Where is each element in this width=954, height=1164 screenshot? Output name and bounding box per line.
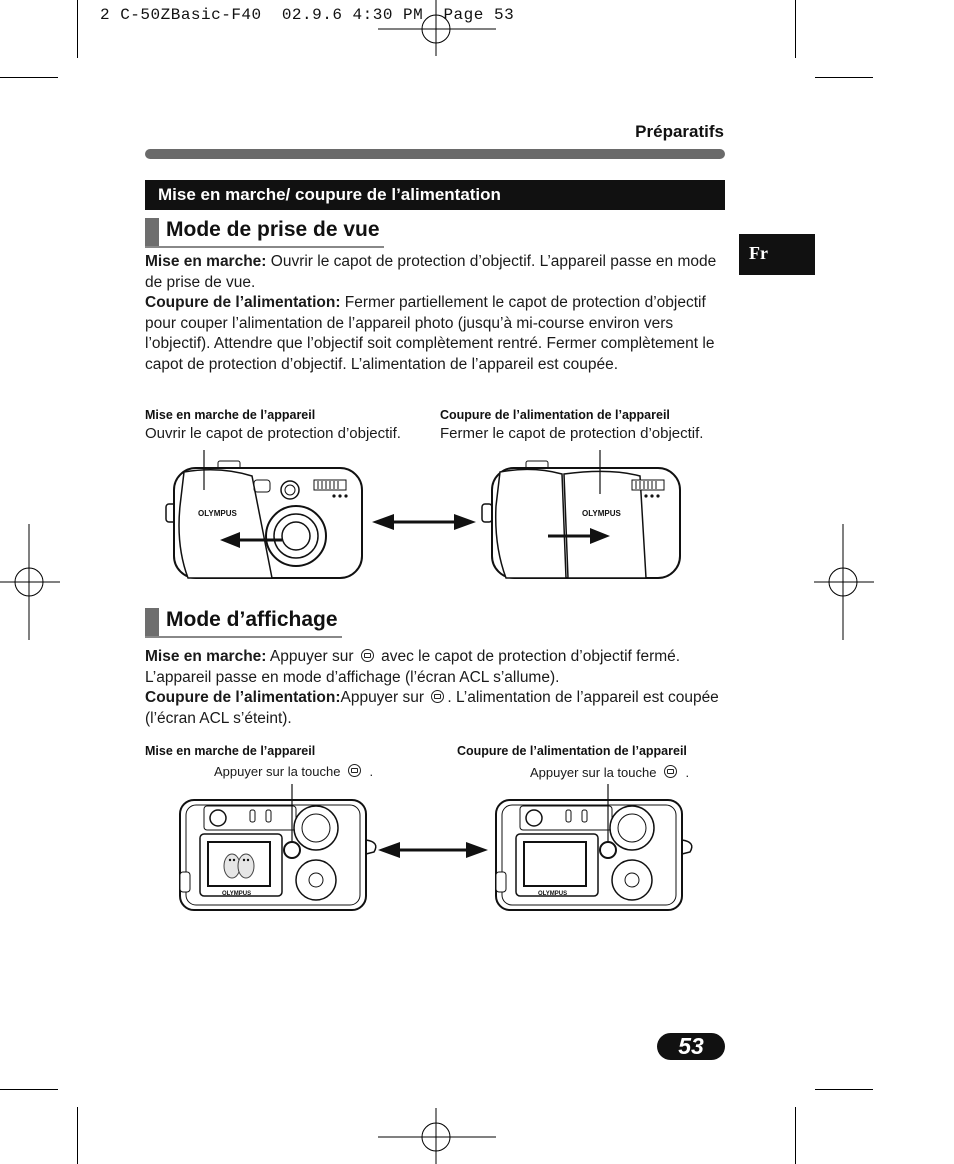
caption-period: .	[685, 765, 690, 780]
caption-text: Appuyer sur la touche	[214, 764, 341, 779]
section-band: Mise en marche/ coupure de l’alimentation	[145, 180, 725, 210]
display-mode-heading	[145, 608, 342, 638]
crop-mark	[795, 0, 796, 58]
language-tab: Fr	[739, 234, 815, 275]
camera-brand-logo: OLYMPUS	[198, 509, 237, 518]
fig-title-power-off: Coupure de l’alimentation de l’appareil	[440, 408, 670, 422]
print-header: 2 C-50ZBasic-F40 02.9.6 4:30 PM Page 53	[100, 6, 515, 24]
caption-text: Appuyer sur la touche	[530, 765, 657, 780]
display-paragraph	[145, 647, 730, 729]
fig-title-power-off: Coupure de l’alimentation de l’appareil	[457, 744, 687, 758]
crop-mark	[77, 1107, 78, 1164]
caption-period: .	[369, 764, 374, 779]
off-text-b: . L’alimentation de l’appareil est coupée (l’écran ACL s’éteint).	[145, 689, 719, 727]
camera-back-illustration	[170, 780, 710, 912]
on-text: Ouvrir le capot de protection d’objectif. L’appareil passe en mode de prise de vue.	[145, 253, 717, 291]
camera-brand-logo: OLYMPUS	[222, 891, 252, 897]
monitor-button-icon	[348, 764, 361, 777]
camera-brand-logo: OLYMPUS	[582, 509, 621, 518]
camera-brand-logo: OLYMPUS	[538, 891, 568, 897]
heading-marker	[145, 218, 159, 246]
shooting-mode-heading	[145, 218, 384, 248]
crop-mark	[795, 1107, 796, 1164]
heading-text: Mode de prise de vue	[166, 218, 380, 241]
crop-mark	[815, 1089, 873, 1090]
registration-target-right	[814, 524, 874, 640]
off-text: Fermer partiellement le capot de protection d’objectif pour couper l’alimentation de l’appareil photo (jusqu’à mi-course environ vers l’objectif). Attendre que l’objectif soit complètement rentré. Fermer complètement le capot de protection d’objectif. L’alimentation de l’appareil est coupée.	[145, 294, 715, 373]
section-label: Préparatifs	[635, 122, 724, 141]
crop-mark	[0, 77, 58, 78]
monitor-button-icon	[431, 690, 444, 703]
registration-target-bottom	[378, 1108, 496, 1164]
fig-title-power-on: Mise en marche de l’appareil	[145, 744, 316, 758]
heading-marker	[145, 608, 159, 636]
fig-caption-press-button	[214, 764, 373, 779]
on-label: Mise en marche:	[145, 253, 267, 270]
heading-text: Mode d’affichage	[166, 608, 338, 631]
fig-caption-open-cover: Ouvrir le capot de protection d’objectif.	[145, 425, 401, 442]
page-number: 53	[657, 1033, 725, 1060]
on-text-a: Appuyer sur	[266, 648, 358, 665]
on-label: Mise en marche:	[145, 648, 267, 665]
monitor-button-icon	[664, 765, 677, 778]
fig-caption-close-cover: Fermer le capot de protection d’objectif.	[440, 425, 704, 442]
registration-target-left	[0, 524, 60, 640]
header-rule	[145, 149, 725, 159]
shooting-paragraph	[145, 252, 730, 375]
puppy-photo	[238, 854, 254, 878]
crop-mark	[815, 77, 873, 78]
crop-mark	[77, 0, 78, 58]
camera-front-illustration	[160, 446, 720, 584]
off-label: Coupure de l’alimentation:	[145, 294, 341, 311]
fig-caption-press-button	[530, 765, 689, 780]
off-text-a: Appuyer sur	[340, 689, 429, 706]
fig-title-power-on: Mise en marche de l’appareil	[145, 408, 316, 422]
on-text-b: avec le capot de protection d’objectif fermé. L’appareil passe en mode d’affichage (l’écran ACL s’allume).	[145, 648, 681, 686]
monitor-button-icon	[361, 649, 374, 662]
crop-mark	[0, 1089, 58, 1090]
off-label: Coupure de l’alimentation:	[145, 689, 341, 706]
